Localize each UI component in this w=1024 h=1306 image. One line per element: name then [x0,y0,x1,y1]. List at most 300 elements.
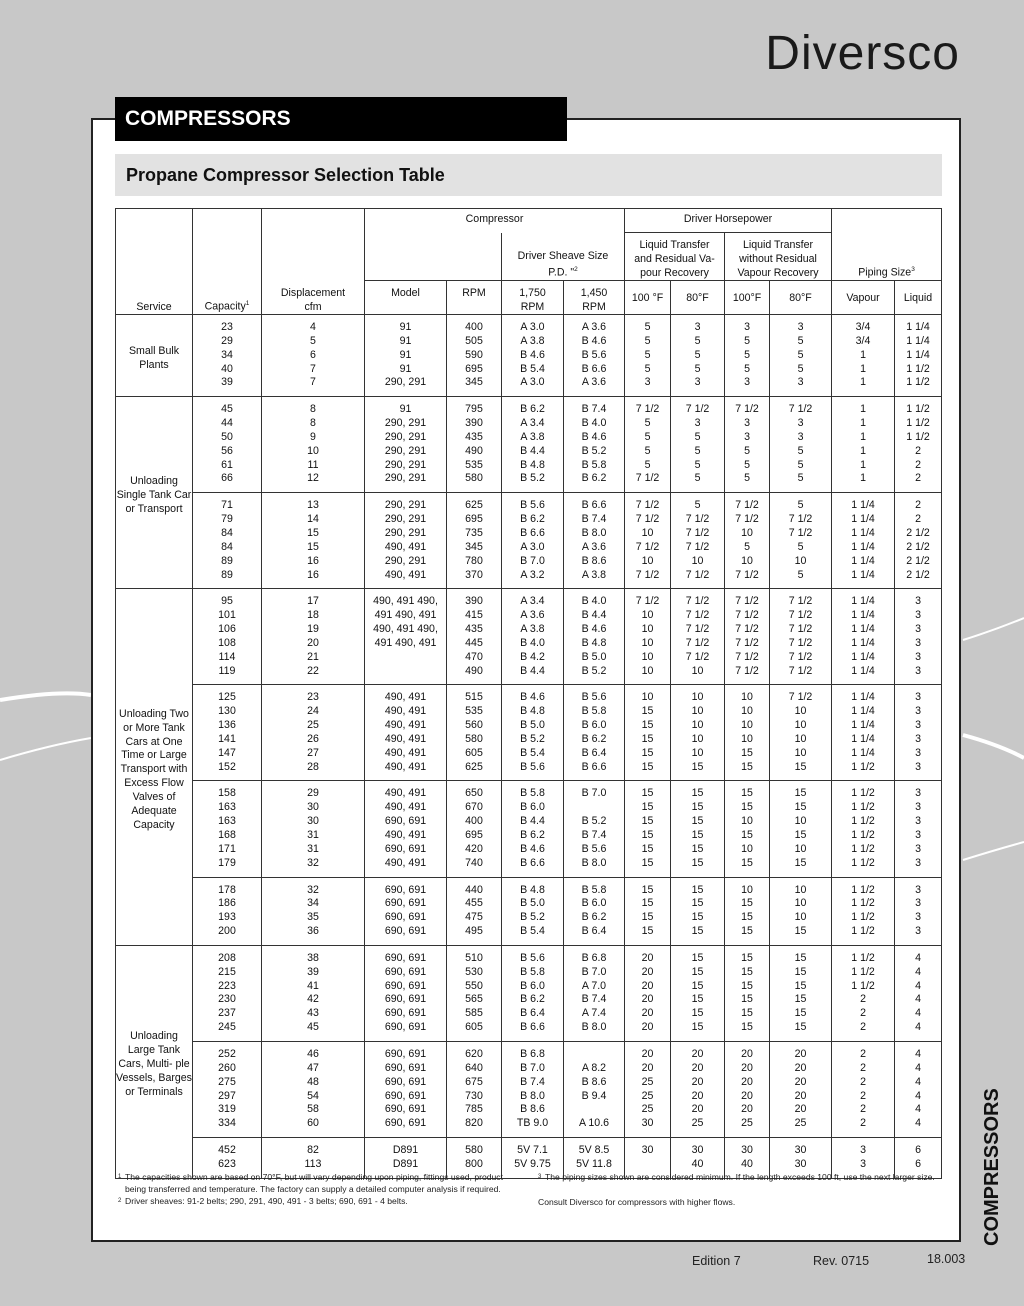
header-lt-residual-line2: and Residual Va- [634,253,715,265]
table-row [116,335,942,349]
table-cell: B 6.2 [502,513,564,527]
table-cell: A 3.8 [502,431,564,445]
table-cell: 15 [770,781,832,801]
table-cell: 20 [671,1041,725,1061]
table-cell: 10 [625,637,671,651]
table-cell: B 5.0 [502,897,564,911]
table-cell: 5 [625,445,671,459]
table-cell: 435 [447,623,502,637]
table-cell: A 3.0 [502,541,564,555]
table-cell: 535 [447,705,502,719]
table-cell: 4 [895,993,942,1007]
table-cell: B 5.6 [564,685,625,705]
table-cell: B 4.2 [502,651,564,665]
table-cell: 1 1/2 [832,843,895,857]
table-cell: 15 [725,857,770,877]
table-cell: 171 [193,843,262,857]
table-cell: B 6.6 [564,761,625,781]
table-cell: 4 [895,1090,942,1104]
header-1750rpm-line1: 1,750 [519,287,546,299]
table-cell: 10 [671,747,725,761]
table-cell: A 3.6 [564,376,625,396]
footnote-1-text: The capacities shown are based on 70°F, but will vary depending upon piping, fittings used, product being transferred and temperature. The factory can supply a detailed computer analysis if required. [125,1172,503,1194]
table-cell: 490, 491 [365,685,447,705]
table-cell: 15 [725,781,770,801]
table-cell: 15 [770,945,832,965]
table-cell: 5 [625,459,671,473]
table-cell: 15 [625,747,671,761]
table-cell: B 4.8 [502,705,564,719]
table-cell: 1 1/2 [832,911,895,925]
table-row [116,719,942,733]
table-row [116,376,942,396]
table-row [116,1062,942,1076]
header-model: Model [365,281,447,315]
table-cell: 15 [625,897,671,911]
table-cell: 2 [832,1041,895,1061]
table-cell: 491 490, 491 [365,637,447,651]
table-cell: 1 1/4 [832,685,895,705]
table-row [116,459,942,473]
table-row [116,651,942,665]
table-cell: 1 1/4 [832,513,895,527]
table-cell: 690, 691 [365,966,447,980]
table-cell: 515 [447,685,502,705]
table-cell: 163 [193,801,262,815]
table-cell: 89 [193,555,262,569]
table-cell: 15 [725,761,770,781]
table-cell: 15 [725,966,770,980]
header-service-label: Service [136,301,172,313]
consult-note: Consult Diversco for compressors with higher flows. [538,1197,736,1207]
table-cell: 15 [671,966,725,980]
table-cell: 3 [625,376,671,396]
table-cell: 20 [625,1021,671,1041]
table-cell: 71 [193,493,262,513]
table-row [116,1117,942,1137]
table-cell: 10 [725,685,770,705]
table-cell: 7 1/2 [770,637,832,651]
table-row [116,1021,942,1041]
table-cell: 1 1/4 [832,555,895,569]
table-cell: 490, 491 [365,747,447,761]
table-cell: 17 [262,589,365,609]
table-cell: 30 [671,1138,725,1158]
table-cell: 1 1/2 [895,417,942,431]
table-cell: 625 [447,493,502,513]
table-cell: 15 [725,993,770,1007]
table-cell: 1 1/2 [832,925,895,945]
table-cell: 490, 491 [365,733,447,747]
table-cell: 34 [262,897,365,911]
table-cell: 79 [193,513,262,527]
table-cell: 30 [625,1117,671,1137]
table-cell: 179 [193,857,262,877]
table-cell: 3/4 [832,315,895,335]
table-cell: 690, 691 [365,945,447,965]
table-cell: B 4.0 [502,637,564,651]
table-cell: 3 [895,665,942,685]
table-cell: 7 1/2 [725,609,770,623]
table-cell: 2 [832,1103,895,1117]
table-cell: B 6.8 [564,945,625,965]
table-cell: 15 [625,781,671,801]
table-row [116,857,942,877]
table-cell: 1 1/4 [832,733,895,747]
table-cell: B 4.8 [564,637,625,651]
table-cell: 1 1/2 [832,801,895,815]
table-cell: 7 1/2 [725,397,770,417]
table-row [116,1138,942,1158]
table-cell: 3 [671,315,725,335]
table-cell: 58 [262,1103,365,1117]
table-cell: 39 [193,376,262,396]
table-cell: 5 [725,335,770,349]
table-cell: B 5.6 [502,761,564,781]
table-cell: 10 [671,555,725,569]
table-cell: 15 [725,925,770,945]
table-cell: 15 [671,897,725,911]
table-cell: 7 1/2 [671,569,725,589]
table-cell: B 7.0 [502,555,564,569]
table-cell: B 4.6 [564,623,625,637]
table-cell: B 5.8 [564,459,625,473]
table-cell: 20 [625,945,671,965]
table-cell: 15 [671,993,725,1007]
table-row [116,493,942,513]
table-cell: 30 [725,1138,770,1158]
table-cell: 9 [262,431,365,445]
table-cell: 3 [671,417,725,431]
table-cell: 455 [447,897,502,911]
table-row [116,609,942,623]
table-cell: 7 [262,363,365,377]
header-80f: 80°F [671,281,725,315]
table-cell: 7 1/2 [770,527,832,541]
table-cell: 415 [447,609,502,623]
table-cell: B 7.4 [564,993,625,1007]
footnote-3 [538,1171,943,1183]
table-cell: 7 1/2 [625,493,671,513]
header-lt-no-residual-line3: Vapour Recovery [737,267,819,279]
table-cell: 1 1/4 [832,651,895,665]
table-cell: B 4.4 [564,609,625,623]
table-cell: 785 [447,1103,502,1117]
table-cell: 390 [447,417,502,431]
table-row [116,877,942,897]
table-cell: 3 [895,623,942,637]
table-cell: A 7.4 [564,1007,625,1021]
table-cell: 130 [193,705,262,719]
table-cell: 290, 291 [365,493,447,513]
header-lt-no-residual-line1: Liquid Transfer [742,239,814,251]
table-cell: 1 1/2 [895,397,942,417]
table-cell: 690, 691 [365,1021,447,1041]
brand-logo: Diversco [765,27,960,80]
table-cell: 1 1/2 [895,376,942,396]
table-cell: B 8.0 [502,1090,564,1104]
table-row [116,1041,942,1061]
table-cell: 3 [770,417,832,431]
table-cell: B 7.4 [564,829,625,843]
table-cell: 1 1/4 [832,719,895,733]
table-cell: 3 [895,719,942,733]
table-cell: 31 [262,829,365,843]
table-cell: 7 1/2 [770,685,832,705]
table-cell: 735 [447,527,502,541]
table-cell: 36 [262,925,365,945]
table-cell: 1 1/2 [832,980,895,994]
table-cell: A 3.8 [502,623,564,637]
table-cell: 15 [625,925,671,945]
table-cell: 780 [447,555,502,569]
table-cell: 20 [725,1062,770,1076]
table-cell: 3 [770,431,832,445]
table-cell: B 6.6 [564,493,625,513]
table-cell: 10 [770,733,832,747]
table-cell: 3 [895,801,942,815]
table-cell: 690, 691 [365,1117,447,1137]
table-cell: 48 [262,1076,365,1090]
table-cell: 27 [262,747,365,761]
header-blank [262,233,365,281]
table-cell: 7 1/2 [770,397,832,417]
table-row [116,623,942,637]
table-cell: 491 490, 491 [365,609,447,623]
table-cell: 15 [625,877,671,897]
table-cell: 820 [447,1117,502,1137]
table-cell: 5 [725,445,770,459]
table-cell: TB 9.0 [502,1117,564,1137]
table-cell: B 4.8 [502,459,564,473]
table-cell: A 3.2 [502,569,564,589]
header-displacement-line1: Displacement [280,287,346,299]
table-cell: 2 [832,1117,895,1137]
section-title: COMPRESSORS [115,97,567,141]
table-cell: 1 1/2 [895,431,942,445]
table-cell [365,651,447,665]
table-cell: 530 [447,966,502,980]
table-cell: 5 [770,349,832,363]
table-cell: 3 [895,925,942,945]
table-cell: B 5.8 [502,781,564,801]
table-cell: 29 [193,335,262,349]
table-cell: B 4.6 [564,431,625,445]
table-cell: 15 [770,1007,832,1021]
table-cell: 5 [725,349,770,363]
table-cell: 3 [895,815,942,829]
table-cell: 5V 8.5 [564,1138,625,1158]
table-cell: 2 [832,1062,895,1076]
table-row [116,945,942,965]
table-cell: 20 [770,1090,832,1104]
table-cell: 20 [671,1076,725,1090]
table-cell: 7 1/2 [671,527,725,541]
table-cell: B 5.2 [564,665,625,685]
table-cell: 580 [447,733,502,747]
table-cell: 23 [262,685,365,705]
table-cell: 3 [895,911,942,925]
header-vapour: Vapour [832,281,895,315]
table-row [116,685,942,705]
table-cell: 6 [262,349,365,363]
table-cell: B 6.4 [564,925,625,945]
table-cell: 7 1/2 [770,513,832,527]
table-cell: B 5.0 [502,719,564,733]
table-cell: B 8.6 [564,1076,625,1090]
table-cell: 15 [625,733,671,747]
header-lt-no-residual [725,233,832,281]
table-cell: 223 [193,980,262,994]
table-cell: 390 [447,589,502,609]
table-cell: 252 [193,1041,262,1061]
table-cell: 3 [725,315,770,335]
table-cell: 15 [671,1007,725,1021]
table-cell: B 6.4 [564,747,625,761]
table-cell: 32 [262,877,365,897]
table-cell: 66 [193,472,262,492]
table-cell: B 6.2 [502,829,564,843]
table-cell: 470 [447,651,502,665]
table-cell: 15 [725,829,770,843]
table-cell: 2 [832,1007,895,1021]
header-lt-residual-line1: Liquid Transfer [639,239,710,251]
table-cell: B 7.0 [502,1062,564,1076]
table-cell: 10 [770,719,832,733]
table-cell: 147 [193,747,262,761]
table-cell: 275 [193,1076,262,1090]
table-cell: 6 [895,1158,942,1178]
selection-table [115,208,942,1179]
table-cell: 25 [262,719,365,733]
table-cell: 3 [671,376,725,396]
table-row [116,445,942,459]
table-row [116,843,942,857]
table-cell: 1 [832,459,895,473]
header-compressor: Compressor [365,209,625,233]
table-cell: 20 [671,1103,725,1117]
service-cell: Unloading Single Tank Car or Transport [116,397,193,589]
table-cell: 490 [447,445,502,459]
table-cell: 91 [365,315,447,335]
table-cell: 10 [725,705,770,719]
header-lt-no-residual-line2: without Residual [739,253,817,265]
table-cell: B 6.6 [564,363,625,377]
table-cell: 5 [625,315,671,335]
table-cell [564,1103,625,1117]
table-cell: 4 [895,1021,942,1041]
table-cell: B 5.4 [502,747,564,761]
table-cell: B 5.2 [564,445,625,459]
table-cell: 2 [895,445,942,459]
table-row [116,665,942,685]
table-cell: 25 [671,1117,725,1137]
service-cell: Unloading Two or More Tank Cars at One Time or Large Transport with Excess Flow Valves of Adequate Capacity [116,589,193,946]
table-cell: 1 [832,363,895,377]
table-cell: 452 [193,1138,262,1158]
table-cell: B 4.6 [502,843,564,857]
table-cell: 440 [447,877,502,897]
table-cell: 163 [193,815,262,829]
header-service [116,281,193,315]
table-cell: 7 1/2 [671,513,725,527]
table-cell: 7 1/2 [725,493,770,513]
table-row [116,637,942,651]
table-cell: 119 [193,665,262,685]
table-cell: 89 [193,569,262,589]
table-cell: 290, 291 [365,472,447,492]
table-cell: B 6.0 [502,801,564,815]
table-cell: 1 1/2 [832,857,895,877]
table-cell: 345 [447,541,502,555]
table-cell: 7 1/2 [725,589,770,609]
table-cell: 15 [671,945,725,965]
table-cell: 690, 691 [365,1041,447,1061]
table-cell: 7 1/2 [725,637,770,651]
table-cell: 690, 691 [365,897,447,911]
table-cell: 1 1/2 [832,815,895,829]
table-cell: 400 [447,315,502,335]
table-cell: 28 [262,761,365,781]
table-cell: B 5.8 [564,877,625,897]
table-cell: 5 [671,445,725,459]
table-cell: 7 1/2 [625,541,671,555]
header-blank [365,233,502,281]
table-cell: 1 1/2 [832,897,895,911]
table-cell: 20 [625,1062,671,1076]
table-cell: B 7.0 [564,781,625,801]
table-cell: 10 [625,665,671,685]
table-cell: B 4.0 [564,589,625,609]
table-cell: 490, 491 [365,857,447,877]
header-displacement-line2: cfm [304,301,322,313]
table-cell: 3 [832,1158,895,1178]
table-cell: 20 [725,1041,770,1061]
table-cell: 3 [770,376,832,396]
table-cell: 1 1/4 [832,623,895,637]
table-cell: 2 [895,472,942,492]
table-cell: 5 [725,363,770,377]
table-cell [564,801,625,815]
table-cell: 690, 691 [365,980,447,994]
table-cell: 10 [262,445,365,459]
footnote-2 [118,1195,518,1207]
table-cell: A 3.6 [502,609,564,623]
table-cell: 20 [625,1007,671,1021]
table-cell: 15 [770,857,832,877]
table-cell: 620 [447,1041,502,1061]
table-row [116,417,942,431]
footnote-ref-2: 2 [574,266,578,274]
table-cell: 50 [193,431,262,445]
table-cell: 3 [725,417,770,431]
table-cell: 490 [447,665,502,685]
table-row [116,513,942,527]
table-cell: 15 [625,705,671,719]
table-cell: 5 [725,472,770,492]
table-cell: 490, 491 [365,569,447,589]
footnotes-right [538,1171,943,1208]
header-100f: 100 °F [625,281,671,315]
table-row [116,431,942,445]
table-row [116,781,942,801]
table-cell: 565 [447,993,502,1007]
table-cell: 15 [262,541,365,555]
header-capacity [193,281,262,315]
table-cell: 10 [725,843,770,857]
table-cell: 15 [671,925,725,945]
table-cell: D891 [365,1158,447,1178]
